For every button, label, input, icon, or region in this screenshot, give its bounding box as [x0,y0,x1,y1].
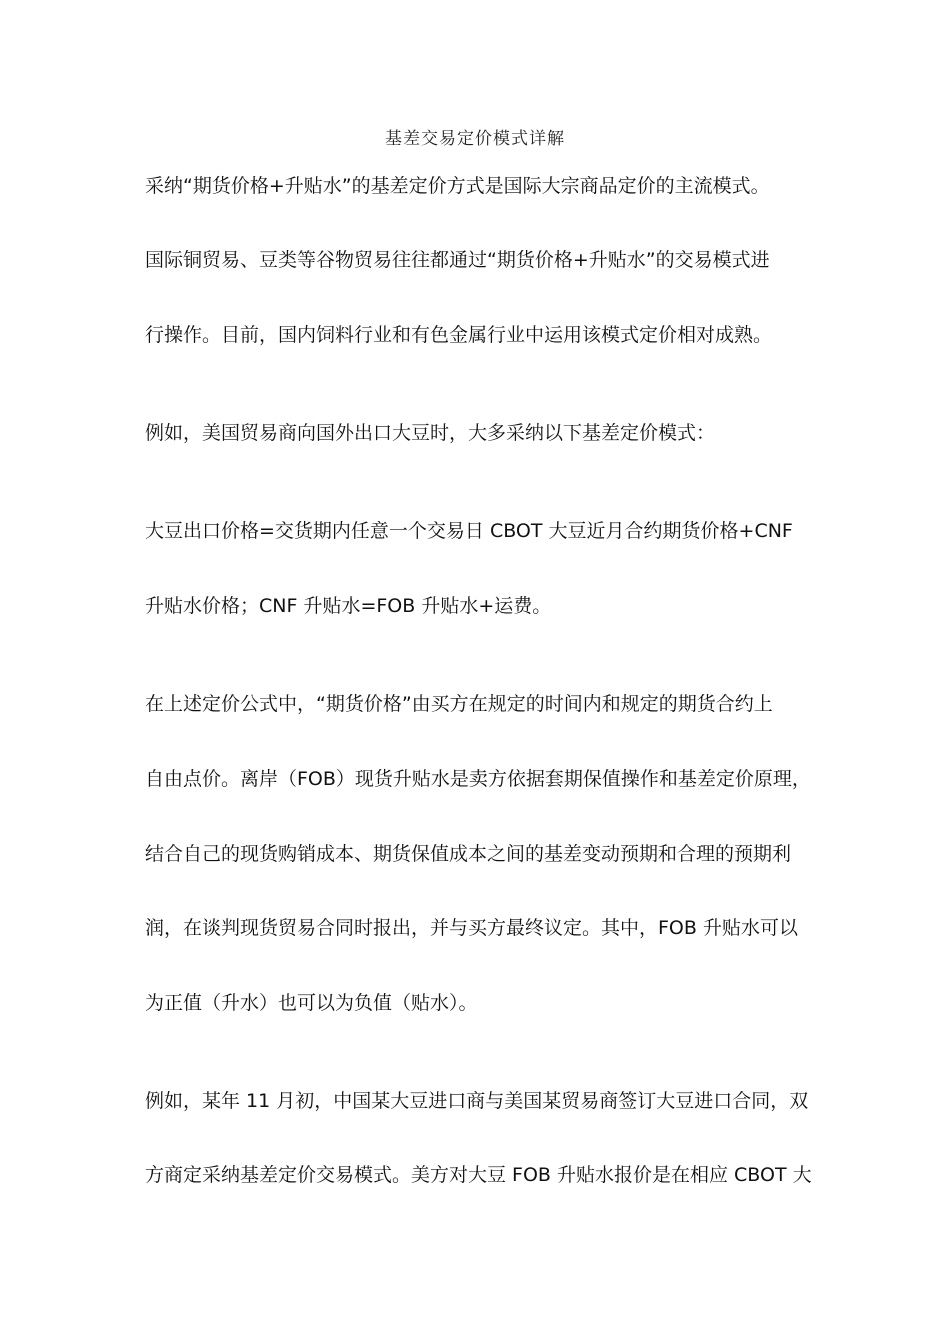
paragraph-line: 采纳“期货价格+升贴水”的基差定价方式是国际大宗商品定价的主流模式。 [145,175,770,197]
paragraph-line: 在上述定价公式中，“期货价格”由买方在规定的时间内和规定的期货合约上 [145,693,773,715]
paragraph-line: 结合自己的现货购销成本、期货保值成本之间的基差变动预期和合理的预期利 [145,843,792,865]
paragraph-line: 大豆出口价格=交货期内任意一个交易日 CBOT 大豆近月合约期货价格+CNF [145,520,793,542]
paragraph-line: 国际铜贸易、豆类等谷物贸易往往都通过“期货价格+升贴水”的交易模式进 [145,249,770,271]
paragraph-line: 升贴水价格；CNF 升贴水=FOB 升贴水+运费。 [145,595,552,617]
paragraph-line: 例如，某年 11 月初，中国某大豆进口商与美国某贸易商签订大豆进口合同，双 [145,1090,809,1112]
paragraph-line: 润，在谈判现货贸易合同时报出，并与买方最终议定。其中，FOB 升贴水可以 [145,917,798,939]
paragraph-line: 行操作。目前，国内饲料行业和有色金属行业中运用该模式定价相对成熟。 [145,324,773,346]
paragraph-line: 方商定采纳基差定价交易模式。美方对大豆 FOB 升贴水报价是在相应 CBOT 大 [145,1164,812,1186]
paragraph-line: 例如，美国贸易商向国外出口大豆时，大多采纳以下基差定价模式： [145,422,716,444]
paragraph-line: 自由点价。离岸（FOB）现货升贴水是卖方依据套期保值操作和基差定价原理， [145,768,811,790]
document-title: 基差交易定价模式详解 [385,129,565,149]
paragraph-line: 为正值（升水）也可以为负值（贴水）。 [145,992,478,1014]
